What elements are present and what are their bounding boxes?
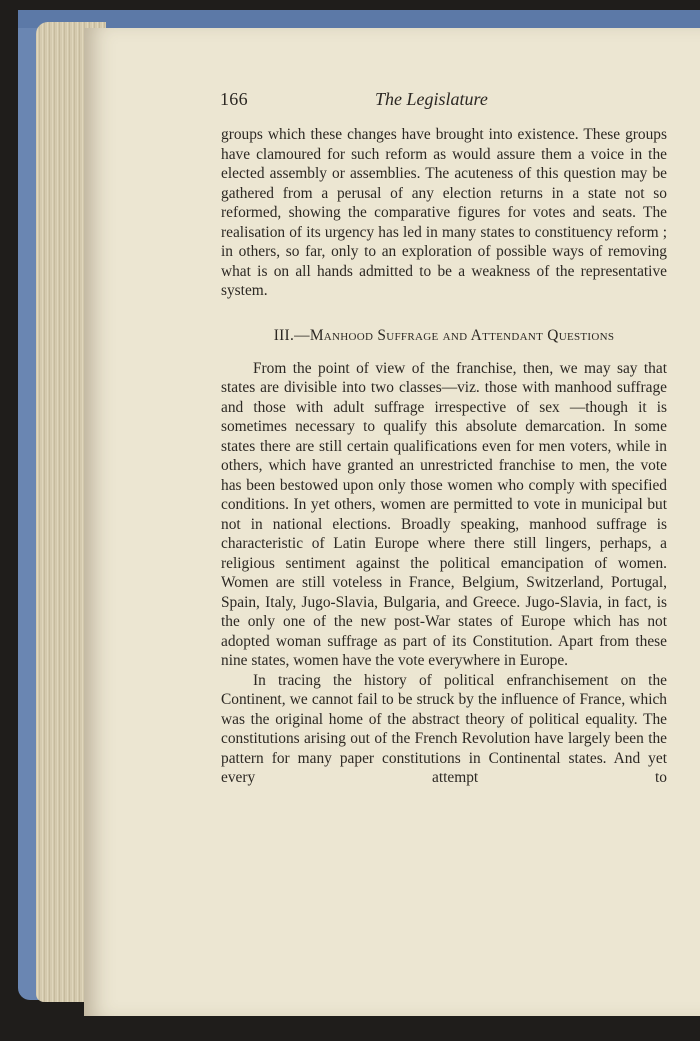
paragraph-1: groups which these changes have brought into existence. These groups have clamoured for such reform as would assure them a voice in the elected assembly or assemblies. The acuteness of this question may be gathered from a perusal of any election returns in a state not so reformed, showing the comparative figures for votes and seats. The realisation of its urgency has led in many states to constituency reform ; in others, so far, only to an exploration of possible ways of removing what is on all hands admitted to be a weakness of the representative system. [221,126,667,299]
paragraph-2: From the point of view of the franchise, then, we may say that states are divisible into two classes—viz. those with manhood suffrage and those with adult suffrage irrespective of sex —though it is sometimes necessary to qualify this absolute demarcation. In some states there are still certain qualifications even for men voters, while in others, which have granted an unrestricted franchise to men, the vote has been bestowed upon only those women who comply with specified conditions. In yet others, women are permitted to vote in municipal but not in national elections. Broadly speaking, manhood suffrage is characteristic of Latin Europe where there still lingers, perhaps, a religious sentiment against the political emancipation of women. Women are still voteless in France, Belgium, Switzerland, Portugal, Spain, Italy, Jugo-Slavia, Bulgaria, and Greece. Jugo-Slavia, in fact, is the only one of the new post-War states of Europe which has not adopted woman suffrage as part of its Constitution. Apart from these nine states, women have the vote everywhere in Europe. [221,359,667,669]
book-cover-edge [18,10,700,28]
paragraph-3: In tracing the history of political enfranchisement on the Continent, we cannot fail to be struck by the influence of France, which was the original home of the abstract theory of political equality. The constitutions arising out of the French Revolution have largely been the pattern for many paper constitutions in Continental states. And yet every attempt to [221,671,667,786]
running-title: The Legislature [375,89,488,109]
section-heading [221,301,667,359]
page-number: 166 [220,89,248,109]
body-text [221,125,667,788]
running-head [220,89,660,115]
section-heading-text: III.—Manhood Suffrage and Attendant Questions [273,326,615,344]
